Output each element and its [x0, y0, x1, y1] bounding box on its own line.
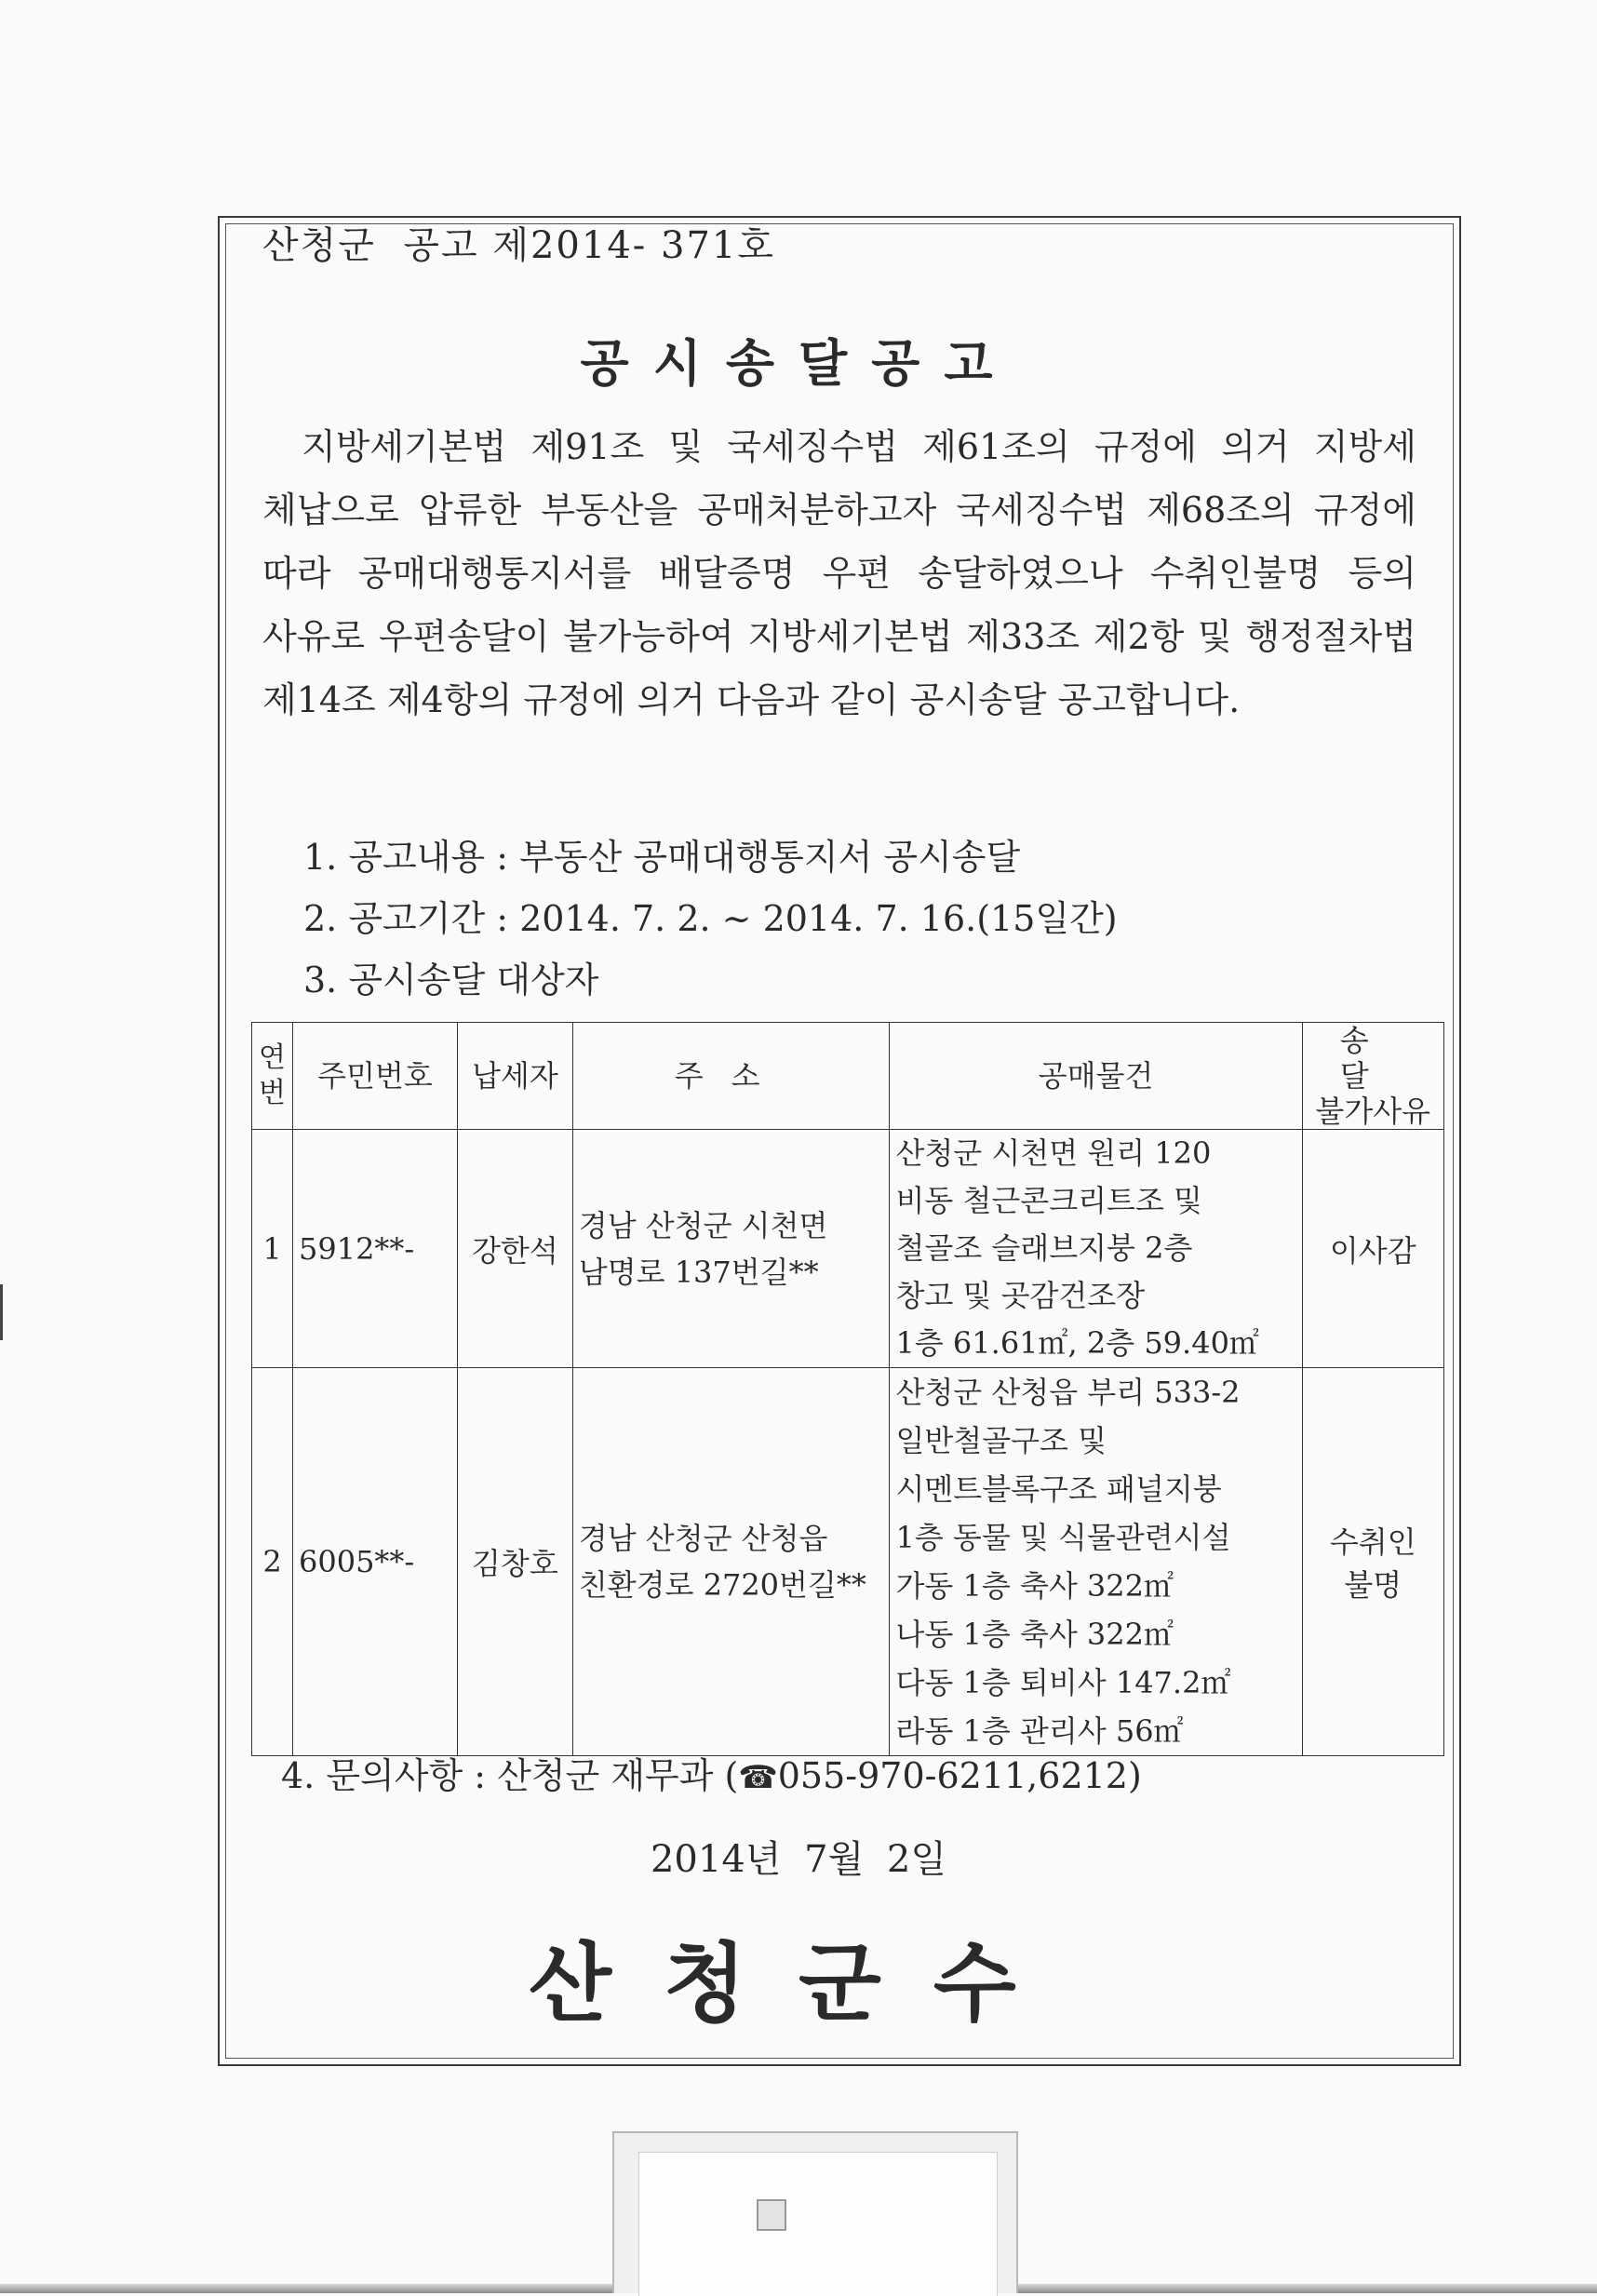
notice-title: 공시송달공고: [580, 334, 1017, 393]
row-reason: [1302, 1130, 1444, 1368]
row-seq: 2: [252, 1368, 293, 1756]
property-line: 창고 및 곳감건조장: [895, 1278, 1146, 1313]
header-property: 공매물건: [890, 1023, 1302, 1130]
board-holder-slot: [638, 2152, 998, 2296]
row-address-line: 경남 산청군 산청읍: [578, 1521, 828, 1556]
header-reason-line-1: 송달: [1339, 1023, 1406, 1094]
telephone-icon: ☎: [738, 1759, 778, 1796]
notice-date: 2014년 7월 2일: [650, 1838, 947, 1881]
row-reason-line: 불명: [1344, 1567, 1402, 1603]
property-line: 산청군 시천면 원리 120: [895, 1135, 1212, 1171]
property-line: 나동 1층 축사 322㎡: [895, 1617, 1174, 1652]
row-address: [572, 1368, 890, 1756]
table-row: [252, 1130, 1444, 1368]
property-line: 1층 61.61㎡, 2층 59.40㎡: [895, 1325, 1259, 1361]
table-header-row: [252, 1023, 1444, 1130]
header-seq-line-2: 번: [259, 1077, 286, 1109]
header-seq: [252, 1023, 293, 1130]
row-name: 강한석: [457, 1130, 572, 1368]
scan-edge-mark: [0, 1284, 3, 1340]
row-address-line: 친환경로 2720번길**: [578, 1567, 866, 1603]
row-property: [890, 1368, 1302, 1756]
row-id: 6005**-: [292, 1368, 457, 1756]
targets-table: [251, 1022, 1444, 1756]
item-inquiry: [281, 1747, 1142, 1798]
item-content: 1. 공고내용 : 부동산 공매대행통지서 공시송달: [303, 837, 1021, 878]
row-id: 5912**-: [292, 1130, 457, 1368]
row-address: [572, 1130, 890, 1368]
holder-clip: [757, 2199, 786, 2231]
header-seq-line-1: 연: [259, 1041, 286, 1074]
row-address-line: 경남 산청군 시천면: [578, 1207, 828, 1243]
row-reason: [1302, 1368, 1444, 1756]
header-reason: [1302, 1023, 1444, 1130]
row-name: 김창호: [457, 1368, 572, 1756]
inquiry-prefix: 4. 문의사항 : 산청군 재무과 (: [281, 1755, 739, 1796]
property-line: 철골조 슬래브지붕 2층: [895, 1230, 1193, 1266]
property-line: 산청군 산청읍 부리 533-2: [895, 1375, 1241, 1410]
row-reason-line: 수취인: [1329, 1524, 1416, 1560]
header-id: 주민번호: [292, 1023, 457, 1130]
property-line: 일반철골구조 및: [895, 1423, 1107, 1458]
row-property: [890, 1130, 1302, 1368]
property-line: 1층 동물 및 식물관련시설: [895, 1520, 1231, 1555]
header-reason-line-2: 불가사유: [1315, 1094, 1431, 1129]
row-reason-line: 이사감: [1329, 1232, 1416, 1269]
inquiry-phone: 055-970-6211,6212): [777, 1755, 1142, 1796]
property-line: 가동 1층 축사 322㎡: [895, 1568, 1174, 1604]
notice-number: 산청군 공고 제2014- 371호: [262, 224, 775, 267]
property-line: 라동 1층 관리사 56㎡: [895, 1713, 1184, 1749]
header-address: 주소: [572, 1023, 890, 1130]
property-line: 다동 1층 퇴비사 147.2㎡: [895, 1665, 1231, 1700]
property-line: 비동 철근콘크리트조 및: [895, 1183, 1202, 1218]
item-period: 2. 공고기간 : 2014. 7. 2. ~ 2014. 7. 16.(15일간): [303, 898, 1118, 939]
table-row: [252, 1368, 1444, 1756]
row-seq: 1: [252, 1130, 293, 1368]
notice-body: 지방세기본법 제91조 및 국세징수법 제61조의 규정에 의거 지방세 체납으로 압류한 부동산을 공매처분하고자 국세징수법 제68조의 규정에 따라 공매대행통지서를 배달증명 우편 송달하였으나 수취인불명 등의 사유로 우편송달이 불가능하여 지방세기본법 제33조 제2항 및 행정절차법 제14조 제4항의 규정에 의거 다음과 같이 공시송달 공고합니다.: [262, 426, 1416, 720]
issuer-signature: 산청군수: [529, 1934, 1068, 2034]
property-line: 시멘트블록구조 패널지붕: [895, 1471, 1222, 1507]
header-name: 납세자: [457, 1023, 572, 1130]
item-targets: 3. 공시송달 대상자: [303, 960, 599, 1000]
row-address-line: 남명로 137번길**: [578, 1254, 819, 1290]
board-holder: [612, 2131, 1018, 2293]
